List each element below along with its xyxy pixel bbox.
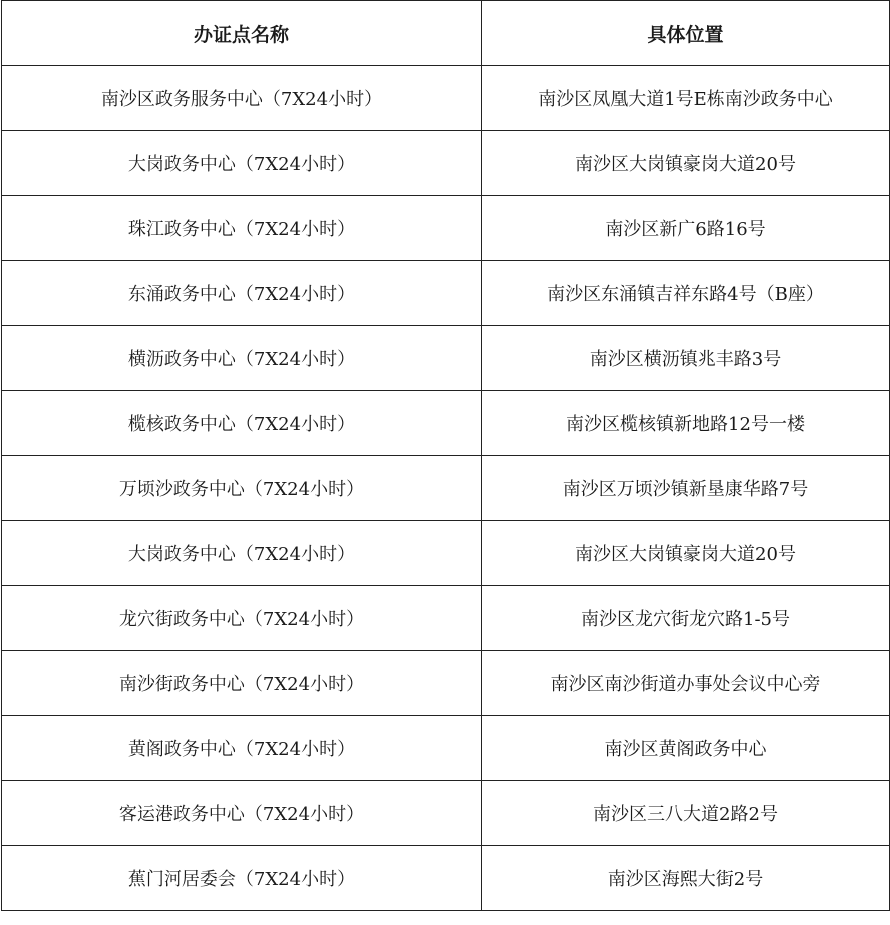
table-row [2,781,890,846]
service-point-name: 榄核政务中心（7X24小时） [2,391,482,456]
service-point-location: 南沙区三八大道2路2号 [482,781,890,846]
service-point-location: 南沙区横沥镇兆丰路3号 [482,326,890,391]
service-point-name: 南沙区政务服务中心（7X24小时） [2,66,482,131]
service-point-location: 南沙区新广6路16号 [482,196,890,261]
column-header-location: 具体位置 [482,1,890,66]
service-point-name: 大岗政务中心（7X24小时） [2,521,482,586]
service-points-table [1,0,890,911]
table-row [2,651,890,716]
service-point-location: 南沙区龙穴街龙穴路1-5号 [482,586,890,651]
table-row [2,66,890,131]
service-point-name: 大岗政务中心（7X24小时） [2,131,482,196]
service-point-location: 南沙区东涌镇吉祥东路4号（B座） [482,261,890,326]
service-point-name: 客运港政务中心（7X24小时） [2,781,482,846]
table-header-row [2,1,890,66]
service-point-name: 东涌政务中心（7X24小时） [2,261,482,326]
service-point-name: 南沙街政务中心（7X24小时） [2,651,482,716]
service-point-location: 南沙区万顷沙镇新垦康华路7号 [482,456,890,521]
table-row [2,716,890,781]
table-row [2,391,890,456]
service-point-location: 南沙区黄阁政务中心 [482,716,890,781]
table-row [2,521,890,586]
service-point-name: 蕉门河居委会（7X24小时） [2,846,482,911]
table-row [2,261,890,326]
service-point-name: 黄阁政务中心（7X24小时） [2,716,482,781]
table-row [2,846,890,911]
service-point-location: 南沙区大岗镇豪岗大道20号 [482,521,890,586]
service-point-location: 南沙区海熙大街2号 [482,846,890,911]
service-point-name: 珠江政务中心（7X24小时） [2,196,482,261]
table-row [2,326,890,391]
table-row [2,196,890,261]
service-point-name: 龙穴街政务中心（7X24小时） [2,586,482,651]
service-point-location: 南沙区大岗镇豪岗大道20号 [482,131,890,196]
service-point-location: 南沙区榄核镇新地路12号一楼 [482,391,890,456]
service-point-name: 万顷沙政务中心（7X24小时） [2,456,482,521]
table-row [2,586,890,651]
service-point-location: 南沙区凤凰大道1号E栋南沙政务中心 [482,66,890,131]
table-row [2,456,890,521]
service-point-name: 横沥政务中心（7X24小时） [2,326,482,391]
table-row [2,131,890,196]
service-point-location: 南沙区南沙街道办事处会议中心旁 [482,651,890,716]
column-header-name: 办证点名称 [2,1,482,66]
